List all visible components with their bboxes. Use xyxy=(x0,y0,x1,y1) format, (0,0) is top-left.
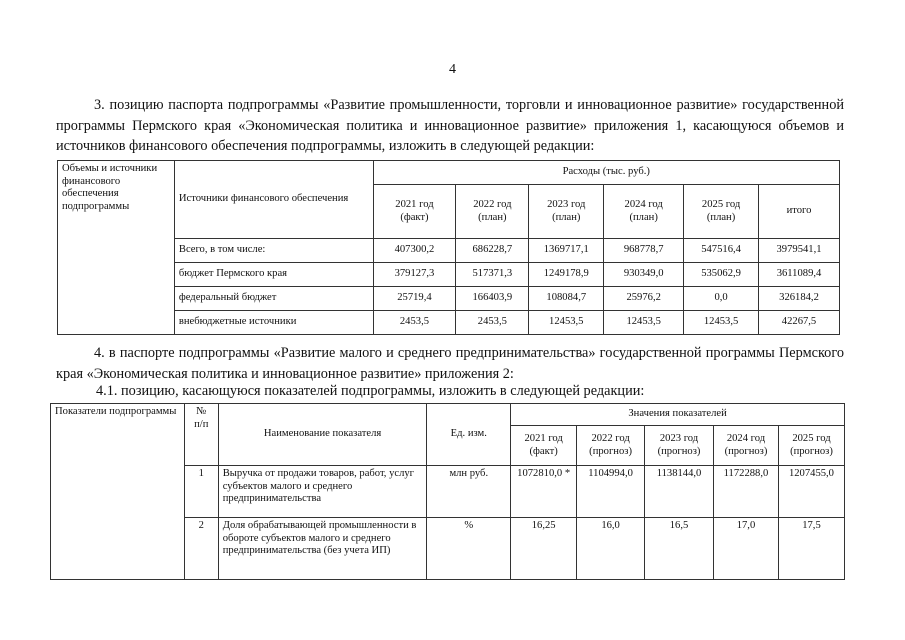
value-cell: 3979541,1 xyxy=(759,239,840,263)
indicator-name-header: Наименование показателя xyxy=(218,404,427,466)
value-cell: 379127,3 xyxy=(373,263,456,287)
value-cell: 0,0 xyxy=(684,287,759,311)
value-cell: 517371,3 xyxy=(456,263,529,287)
page-number: 4 xyxy=(449,62,456,77)
table-row xyxy=(51,518,845,580)
value-cell: 968778,7 xyxy=(604,239,684,263)
table-row xyxy=(58,311,840,335)
value-cell: 25976,2 xyxy=(604,287,684,311)
value-cell: 16,5 xyxy=(645,518,714,580)
value-cell: 1249178,9 xyxy=(529,263,604,287)
value-cell: 16,25 xyxy=(511,518,577,580)
value-cell: 3611089,4 xyxy=(759,263,840,287)
value-cell: 42267,5 xyxy=(759,311,840,335)
table-row xyxy=(51,466,845,518)
unit-header: Ед. изм. xyxy=(427,404,511,466)
row-number: 2 xyxy=(184,518,218,580)
value-cell: 547516,4 xyxy=(684,239,759,263)
row-number: 1 xyxy=(184,466,218,518)
value-cell: 2453,5 xyxy=(373,311,456,335)
unit-cell: % xyxy=(427,518,511,580)
indicator-name: Выручка от продажи товаров, работ, услуг субъектов малого и среднего предпринимательства xyxy=(218,466,427,518)
source-label: федеральный бюджет xyxy=(174,287,373,311)
year-header: 2021 год (факт) xyxy=(373,185,456,239)
value-cell: 25719,4 xyxy=(373,287,456,311)
value-cell: 17,5 xyxy=(778,518,844,580)
indicator-name: Доля обрабатывающей промышленности в обороте субъектов малого и среднего предпринимательства (без учета ИП) xyxy=(218,518,427,580)
value-cell: 1207455,0 xyxy=(778,466,844,518)
value-cell: 12453,5 xyxy=(684,311,759,335)
value-cell: 326184,2 xyxy=(759,287,840,311)
year-header: 2022 год (план) xyxy=(456,185,529,239)
year-header: 2021 год (факт) xyxy=(511,426,577,466)
value-cell: 16,0 xyxy=(577,518,645,580)
year-header: 2023 год (прогноз) xyxy=(645,426,714,466)
row-header-cell: Показатели подпрограммы xyxy=(51,404,185,466)
year-header: 2023 год (план) xyxy=(529,185,604,239)
item-3-paragraph: 3. позицию паспорта подпрограммы «Развитие промышленности, торговли и инновационное развитие» государственной программы Пермского края «Экономическая политика и инновационное развитие» приложения 1, касающуюся объемов и источников финансового обеспечения подпрограммы, изложить в следующей редакции: xyxy=(56,97,844,154)
number-header: № п/п xyxy=(184,404,218,466)
value-cell: 108084,7 xyxy=(529,287,604,311)
value-cell: 1072810,0 * xyxy=(511,466,577,518)
value-cell: 1369717,1 xyxy=(529,239,604,263)
year-header: 2022 год (прогноз) xyxy=(577,426,645,466)
financing-table xyxy=(57,160,840,335)
expenses-group-header: Расходы (тыс. руб.) xyxy=(373,161,840,185)
year-header: 2025 год (план) xyxy=(684,185,759,239)
value-cell: 686228,7 xyxy=(456,239,529,263)
unit-cell: млн руб. xyxy=(427,466,511,518)
value-cell: 1138144,0 xyxy=(645,466,714,518)
value-cell: 12453,5 xyxy=(604,311,684,335)
year-header: 2025 год (прогноз) xyxy=(778,426,844,466)
source-label: внебюджетные источники xyxy=(174,311,373,335)
item-4-1-paragraph: 4.1. позицию, касающуюся показателей подпрограммы, изложить в следующей редакции: xyxy=(96,383,645,399)
value-cell: 930349,0 xyxy=(604,263,684,287)
value-cell: 535062,9 xyxy=(684,263,759,287)
source-label: Всего, в том числе: xyxy=(174,239,373,263)
value-cell: 17,0 xyxy=(714,518,779,580)
value-cell: 166403,9 xyxy=(456,287,529,311)
values-group-header: Значения показателей xyxy=(511,404,845,426)
value-cell: 2453,5 xyxy=(456,311,529,335)
indicators-table xyxy=(50,403,845,580)
value-cell: 12453,5 xyxy=(529,311,604,335)
table-row xyxy=(58,287,840,311)
value-cell: 407300,2 xyxy=(373,239,456,263)
source-label: бюджет Пермского края xyxy=(174,263,373,287)
total-header: итого xyxy=(759,185,840,239)
table-row xyxy=(58,263,840,287)
value-cell: 1172288,0 xyxy=(714,466,779,518)
sources-header: Источники финансового обеспечения xyxy=(174,161,373,239)
year-header: 2024 год (прогноз) xyxy=(714,426,779,466)
row-header-cell: Объемы и источники финансового обеспечения подпрограммы xyxy=(58,161,175,239)
table-row xyxy=(58,239,840,263)
value-cell: 1104994,0 xyxy=(577,466,645,518)
year-header: 2024 год (план) xyxy=(604,185,684,239)
item-4-paragraph: 4. в паспорте подпрограммы «Развитие малого и среднего предпринимательства» государственной программы Пермского края «Экономическая политика и инновационное развитие» приложения 2: xyxy=(56,345,844,382)
